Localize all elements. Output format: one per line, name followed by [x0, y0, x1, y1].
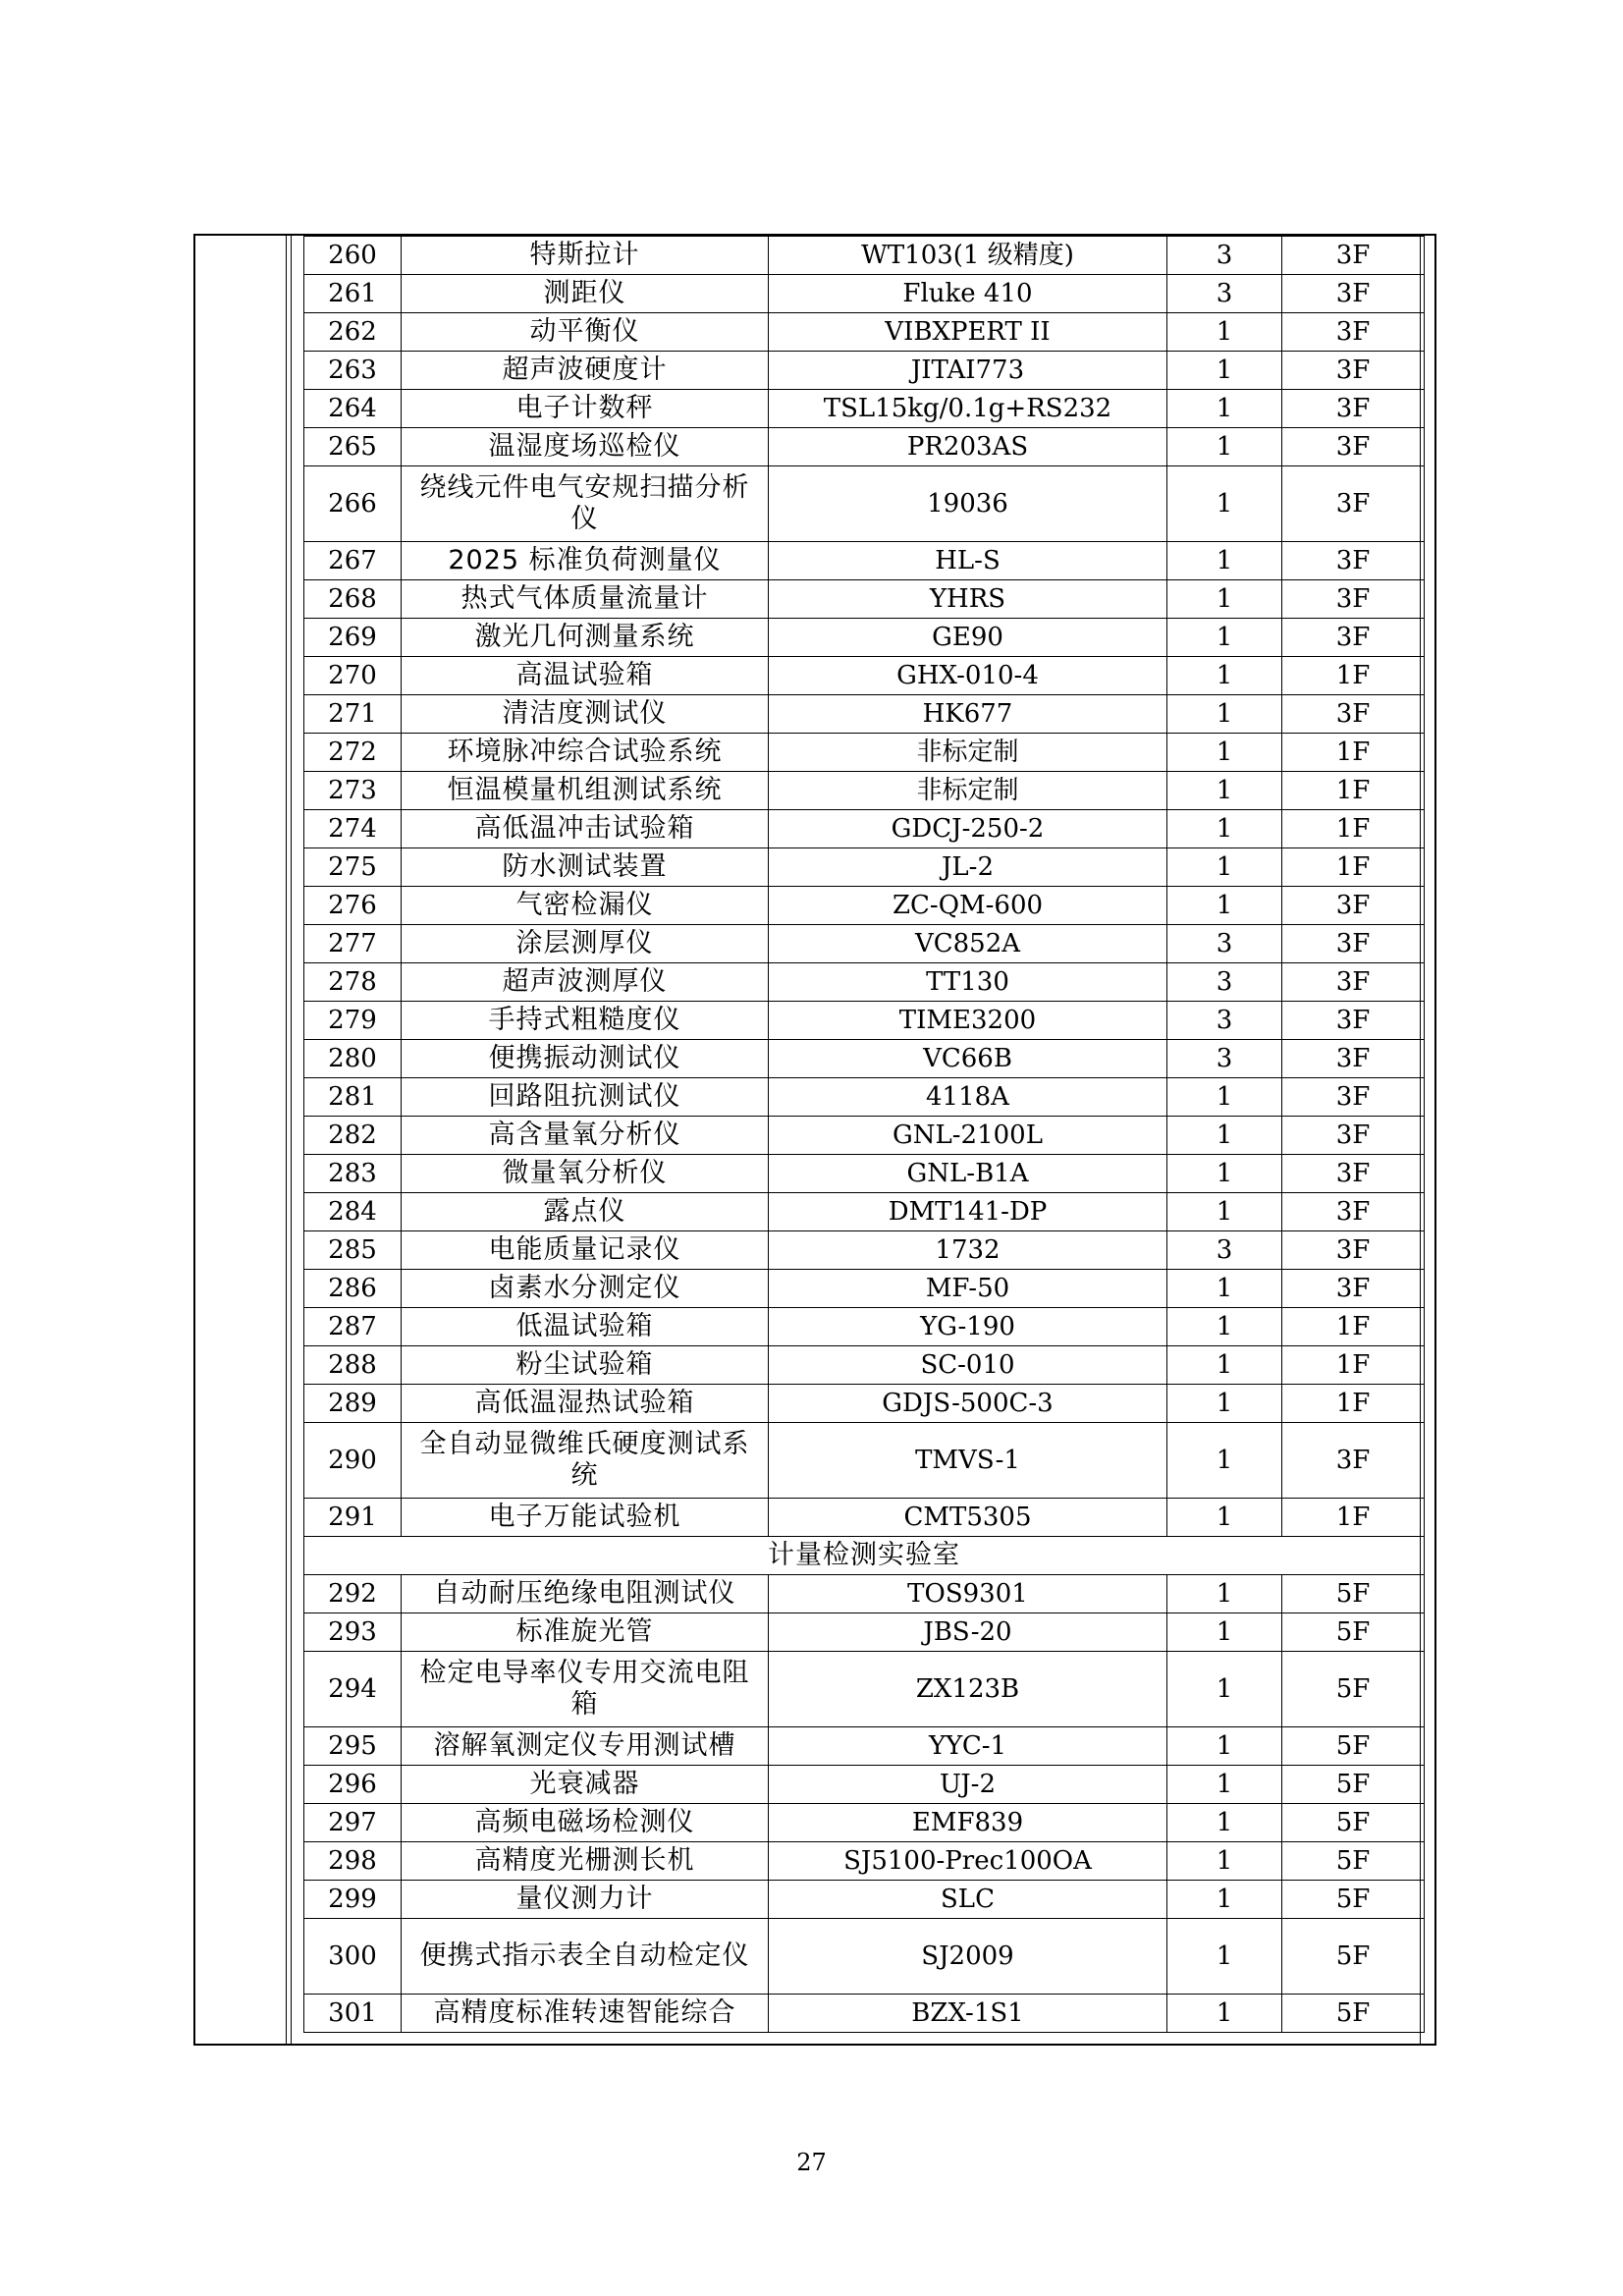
cell-floor: 3F [1282, 428, 1425, 466]
cell-name: 回路阻抗测试仪 [402, 1078, 769, 1117]
cell-model: GDJS-500C-3 [769, 1385, 1167, 1423]
cell-quantity: 1 [1167, 1842, 1282, 1881]
section-header-row-group [304, 1537, 1425, 1575]
cell-number: 275 [304, 848, 402, 887]
cell-quantity: 3 [1167, 275, 1282, 313]
cell-model: SLC [769, 1881, 1167, 1919]
cell-floor: 1F [1282, 772, 1425, 810]
page-number: 27 [796, 2149, 827, 2176]
table-row [304, 772, 1425, 810]
cell-number: 280 [304, 1040, 402, 1078]
cell-floor: 5F [1282, 1652, 1425, 1727]
cell-number: 263 [304, 352, 402, 390]
cell-quantity: 1 [1167, 1766, 1282, 1804]
table-row [304, 1995, 1425, 2033]
cell-quantity: 1 [1167, 542, 1282, 580]
table-row [304, 657, 1425, 695]
cell-quantity: 1 [1167, 1499, 1282, 1537]
cell-number: 262 [304, 313, 402, 352]
cell-model: TT130 [769, 963, 1167, 1002]
cell-floor: 3F [1282, 1231, 1425, 1270]
cell-model: HL-S [769, 542, 1167, 580]
cell-name: 检定电导率仪专用交流电阻箱 [402, 1652, 769, 1727]
section-title: 计量检测实验室 [304, 1537, 1425, 1575]
cell-quantity: 1 [1167, 1155, 1282, 1193]
cell-floor: 3F [1282, 1040, 1425, 1078]
cell-floor: 5F [1282, 1881, 1425, 1919]
cell-model: TOS9301 [769, 1575, 1167, 1613]
cell-quantity: 3 [1167, 237, 1282, 275]
cell-number: 294 [304, 1652, 402, 1727]
cell-floor: 5F [1282, 1995, 1425, 2033]
cell-model: ZX123B [769, 1652, 1167, 1727]
cell-number: 287 [304, 1308, 402, 1346]
cell-floor: 1F [1282, 734, 1425, 772]
cell-quantity: 1 [1167, 772, 1282, 810]
cell-number: 269 [304, 619, 402, 657]
cell-floor: 3F [1282, 390, 1425, 428]
cell-floor: 5F [1282, 1727, 1425, 1766]
cell-number: 276 [304, 887, 402, 925]
cell-quantity: 1 [1167, 1727, 1282, 1766]
cell-quantity: 3 [1167, 1231, 1282, 1270]
cell-quantity: 1 [1167, 1270, 1282, 1308]
table-row [304, 1308, 1425, 1346]
left-category-column [195, 236, 287, 2044]
table-row [304, 275, 1425, 313]
cell-number: 300 [304, 1919, 402, 1995]
cell-name: 量仪测力计 [402, 1881, 769, 1919]
table-row [304, 925, 1425, 963]
cell-name: 绕线元件电气安规扫描分析仪 [402, 466, 769, 542]
table-row [304, 1040, 1425, 1078]
cell-floor: 3F [1282, 1270, 1425, 1308]
cell-model: VC852A [769, 925, 1167, 963]
cell-model: JITAI773 [769, 352, 1167, 390]
cell-model: Fluke 410 [769, 275, 1167, 313]
cell-name: 电子万能试验机 [402, 1499, 769, 1537]
cell-quantity: 1 [1167, 695, 1282, 734]
cell-floor: 1F [1282, 657, 1425, 695]
cell-model: 非标定制 [769, 734, 1167, 772]
cell-name: 特斯拉计 [402, 237, 769, 275]
cell-name: 便携式指示表全自动检定仪 [402, 1919, 769, 1995]
cell-quantity: 1 [1167, 313, 1282, 352]
table-row [304, 848, 1425, 887]
cell-quantity: 1 [1167, 734, 1282, 772]
cell-name: 2025 标准负荷测量仪 [402, 542, 769, 580]
cell-floor: 3F [1282, 1002, 1425, 1040]
cell-model: CMT5305 [769, 1499, 1167, 1537]
cell-number: 281 [304, 1078, 402, 1117]
cell-number: 260 [304, 237, 402, 275]
cell-number: 282 [304, 1117, 402, 1155]
cell-model: 4118A [769, 1078, 1167, 1117]
table-row [304, 887, 1425, 925]
cell-name: 全自动显微维氏硬度测试系统 [402, 1423, 769, 1499]
cell-name: 标准旋光管 [402, 1613, 769, 1652]
cell-number: 295 [304, 1727, 402, 1766]
cell-floor: 3F [1282, 352, 1425, 390]
cell-floor: 1F [1282, 1385, 1425, 1423]
cell-name: 高含量氧分析仪 [402, 1117, 769, 1155]
cell-model: TMVS-1 [769, 1423, 1167, 1499]
cell-name: 高精度标准转速智能综合 [402, 1995, 769, 2033]
table-row [304, 619, 1425, 657]
cell-model: YHRS [769, 580, 1167, 619]
table-row [304, 1002, 1425, 1040]
cell-name: 气密检漏仪 [402, 887, 769, 925]
cell-model: YG-190 [769, 1308, 1167, 1346]
cell-name: 低温试验箱 [402, 1308, 769, 1346]
cell-model: TSL15kg/0.1g+RS232 [769, 390, 1167, 428]
cell-model: SJ5100-Prec100OA [769, 1842, 1167, 1881]
cell-model: VC66B [769, 1040, 1167, 1078]
cell-floor: 3F [1282, 1423, 1425, 1499]
equipment-rows-a [304, 237, 1425, 1537]
table-row [304, 1078, 1425, 1117]
table-row [304, 1231, 1425, 1270]
cell-quantity: 1 [1167, 428, 1282, 466]
cell-quantity: 1 [1167, 619, 1282, 657]
table-row [304, 963, 1425, 1002]
cell-floor: 1F [1282, 1499, 1425, 1537]
cell-model: WT103(1 级精度) [769, 237, 1167, 275]
cell-number: 296 [304, 1766, 402, 1804]
cell-model: TIME3200 [769, 1002, 1167, 1040]
cell-model: 19036 [769, 466, 1167, 542]
cell-number: 292 [304, 1575, 402, 1613]
cell-number: 266 [304, 466, 402, 542]
cell-model: GHX-010-4 [769, 657, 1167, 695]
cell-floor: 3F [1282, 1155, 1425, 1193]
cell-quantity: 1 [1167, 1308, 1282, 1346]
cell-number: 279 [304, 1002, 402, 1040]
cell-number: 268 [304, 580, 402, 619]
cell-floor: 5F [1282, 1842, 1425, 1881]
cell-model: PR203AS [769, 428, 1167, 466]
cell-number: 293 [304, 1613, 402, 1652]
cell-quantity: 1 [1167, 657, 1282, 695]
cell-name: 自动耐压绝缘电阻测试仪 [402, 1575, 769, 1613]
table-row [304, 1613, 1425, 1652]
cell-floor: 3F [1282, 887, 1425, 925]
cell-name: 恒温模量机组测试系统 [402, 772, 769, 810]
table-row [304, 1766, 1425, 1804]
cell-floor: 1F [1282, 848, 1425, 887]
cell-quantity: 3 [1167, 925, 1282, 963]
cell-quantity: 1 [1167, 1919, 1282, 1995]
cell-floor: 1F [1282, 1346, 1425, 1385]
cell-number: 274 [304, 810, 402, 848]
cell-number: 273 [304, 772, 402, 810]
cell-model: JL-2 [769, 848, 1167, 887]
cell-name: 光衰减器 [402, 1766, 769, 1804]
table-row [304, 1385, 1425, 1423]
table-row [304, 1423, 1425, 1499]
cell-name: 溶解氧测定仪专用测试槽 [402, 1727, 769, 1766]
cell-quantity: 1 [1167, 1804, 1282, 1842]
table-row [304, 1842, 1425, 1881]
cell-floor: 5F [1282, 1919, 1425, 1995]
cell-quantity: 1 [1167, 1575, 1282, 1613]
cell-floor: 3F [1282, 963, 1425, 1002]
cell-model: HK677 [769, 695, 1167, 734]
cell-number: 284 [304, 1193, 402, 1231]
cell-number: 299 [304, 1881, 402, 1919]
cell-quantity: 1 [1167, 1078, 1282, 1117]
cell-name: 动平衡仪 [402, 313, 769, 352]
cell-quantity: 1 [1167, 1423, 1282, 1499]
cell-number: 301 [304, 1995, 402, 2033]
table-row [304, 466, 1425, 542]
cell-number: 286 [304, 1270, 402, 1308]
cell-model: DMT141-DP [769, 1193, 1167, 1231]
cell-number: 267 [304, 542, 402, 580]
cell-floor: 5F [1282, 1613, 1425, 1652]
cell-number: 272 [304, 734, 402, 772]
cell-quantity: 1 [1167, 1346, 1282, 1385]
cell-floor: 1F [1282, 1308, 1425, 1346]
table-row [304, 1117, 1425, 1155]
cell-model: BZX-1S1 [769, 1995, 1167, 2033]
cell-name: 粉尘试验箱 [402, 1346, 769, 1385]
cell-name: 卤素水分测定仪 [402, 1270, 769, 1308]
cell-floor: 3F [1282, 1117, 1425, 1155]
cell-model: YYC-1 [769, 1727, 1167, 1766]
cell-number: 283 [304, 1155, 402, 1193]
table-row [304, 1155, 1425, 1193]
cell-floor: 3F [1282, 466, 1425, 542]
cell-quantity: 1 [1167, 352, 1282, 390]
cell-name: 环境脉冲综合试验系统 [402, 734, 769, 772]
cell-number: 291 [304, 1499, 402, 1537]
cell-floor: 3F [1282, 1193, 1425, 1231]
cell-quantity: 3 [1167, 963, 1282, 1002]
cell-floor: 5F [1282, 1766, 1425, 1804]
cell-floor: 3F [1282, 619, 1425, 657]
cell-number: 297 [304, 1804, 402, 1842]
table-row [304, 1727, 1425, 1766]
cell-model: GE90 [769, 619, 1167, 657]
cell-number: 265 [304, 428, 402, 466]
cell-name: 手持式粗糙度仪 [402, 1002, 769, 1040]
cell-floor: 3F [1282, 925, 1425, 963]
cell-model: SC-010 [769, 1346, 1167, 1385]
cell-model: GNL-2100L [769, 1117, 1167, 1155]
table-row [304, 352, 1425, 390]
cell-name: 激光几何测量系统 [402, 619, 769, 657]
table-row [304, 1919, 1425, 1995]
section-header-row [304, 1537, 1425, 1575]
cell-name: 便携振动测试仪 [402, 1040, 769, 1078]
cell-name: 微量氧分析仪 [402, 1155, 769, 1193]
cell-name: 高精度光栅测长机 [402, 1842, 769, 1881]
table-row [304, 1804, 1425, 1842]
table-row [304, 695, 1425, 734]
cell-number: 270 [304, 657, 402, 695]
cell-quantity: 1 [1167, 810, 1282, 848]
cell-quantity: 1 [1167, 848, 1282, 887]
cell-quantity: 1 [1167, 1613, 1282, 1652]
cell-model: GNL-B1A [769, 1155, 1167, 1193]
cell-model: 非标定制 [769, 772, 1167, 810]
table-row [304, 1193, 1425, 1231]
cell-number: 290 [304, 1423, 402, 1499]
cell-number: 298 [304, 1842, 402, 1881]
equipment-rows-b [304, 1575, 1425, 2033]
cell-model: JBS-20 [769, 1613, 1167, 1652]
cell-name: 高频电磁场检测仪 [402, 1804, 769, 1842]
table-row [304, 237, 1425, 275]
cell-floor: 3F [1282, 275, 1425, 313]
cell-quantity: 3 [1167, 1002, 1282, 1040]
cell-floor: 3F [1282, 695, 1425, 734]
table-row [304, 1881, 1425, 1919]
cell-number: 261 [304, 275, 402, 313]
cell-name: 高低温冲击试验箱 [402, 810, 769, 848]
table-row [304, 428, 1425, 466]
cell-number: 288 [304, 1346, 402, 1385]
cell-name: 高温试验箱 [402, 657, 769, 695]
cell-quantity: 3 [1167, 1040, 1282, 1078]
cell-model: ZC-QM-600 [769, 887, 1167, 925]
cell-name: 露点仪 [402, 1193, 769, 1231]
table-row [304, 542, 1425, 580]
cell-floor: 1F [1282, 810, 1425, 848]
cell-name: 清洁度测试仪 [402, 695, 769, 734]
table-row [304, 580, 1425, 619]
cell-quantity: 1 [1167, 466, 1282, 542]
cell-quantity: 1 [1167, 1193, 1282, 1231]
cell-name: 高低温湿热试验箱 [402, 1385, 769, 1423]
table-row [304, 1346, 1425, 1385]
cell-name: 温湿度场巡检仪 [402, 428, 769, 466]
table-row [304, 734, 1425, 772]
cell-model: VIBXPERT II [769, 313, 1167, 352]
cell-floor: 5F [1282, 1804, 1425, 1842]
cell-quantity: 1 [1167, 1652, 1282, 1727]
cell-quantity: 1 [1167, 1117, 1282, 1155]
cell-name: 电能质量记录仪 [402, 1231, 769, 1270]
cell-number: 289 [304, 1385, 402, 1423]
table-row [304, 810, 1425, 848]
cell-number: 271 [304, 695, 402, 734]
cell-name: 电子计数秤 [402, 390, 769, 428]
cell-quantity: 1 [1167, 1881, 1282, 1919]
cell-model: MF-50 [769, 1270, 1167, 1308]
cell-number: 285 [304, 1231, 402, 1270]
table-row [304, 1499, 1425, 1537]
cell-model: SJ2009 [769, 1919, 1167, 1995]
cell-model: EMF839 [769, 1804, 1167, 1842]
cell-model: GDCJ-250-2 [769, 810, 1167, 848]
table-row [304, 1652, 1425, 1727]
cell-name: 涂层测厚仪 [402, 925, 769, 963]
cell-quantity: 1 [1167, 1385, 1282, 1423]
cell-name: 防水测试装置 [402, 848, 769, 887]
table-frame [193, 234, 1436, 2046]
cell-model: UJ-2 [769, 1766, 1167, 1804]
cell-number: 278 [304, 963, 402, 1002]
cell-quantity: 1 [1167, 390, 1282, 428]
cell-quantity: 1 [1167, 580, 1282, 619]
cell-floor: 3F [1282, 237, 1425, 275]
table-row [304, 1270, 1425, 1308]
cell-name: 超声波测厚仪 [402, 963, 769, 1002]
cell-name: 超声波硬度计 [402, 352, 769, 390]
cell-name: 测距仪 [402, 275, 769, 313]
table-row [304, 313, 1425, 352]
table-row [304, 1575, 1425, 1613]
cell-model: 1732 [769, 1231, 1167, 1270]
cell-floor: 3F [1282, 580, 1425, 619]
cell-floor: 3F [1282, 1078, 1425, 1117]
cell-number: 264 [304, 390, 402, 428]
cell-quantity: 1 [1167, 1995, 1282, 2033]
double-border-line [291, 236, 292, 2044]
cell-floor: 5F [1282, 1575, 1425, 1613]
cell-number: 277 [304, 925, 402, 963]
cell-name: 热式气体质量流量计 [402, 580, 769, 619]
cell-floor: 3F [1282, 313, 1425, 352]
cell-floor: 3F [1282, 542, 1425, 580]
cell-quantity: 1 [1167, 887, 1282, 925]
equipment-table [303, 236, 1425, 2033]
table-row [304, 390, 1425, 428]
